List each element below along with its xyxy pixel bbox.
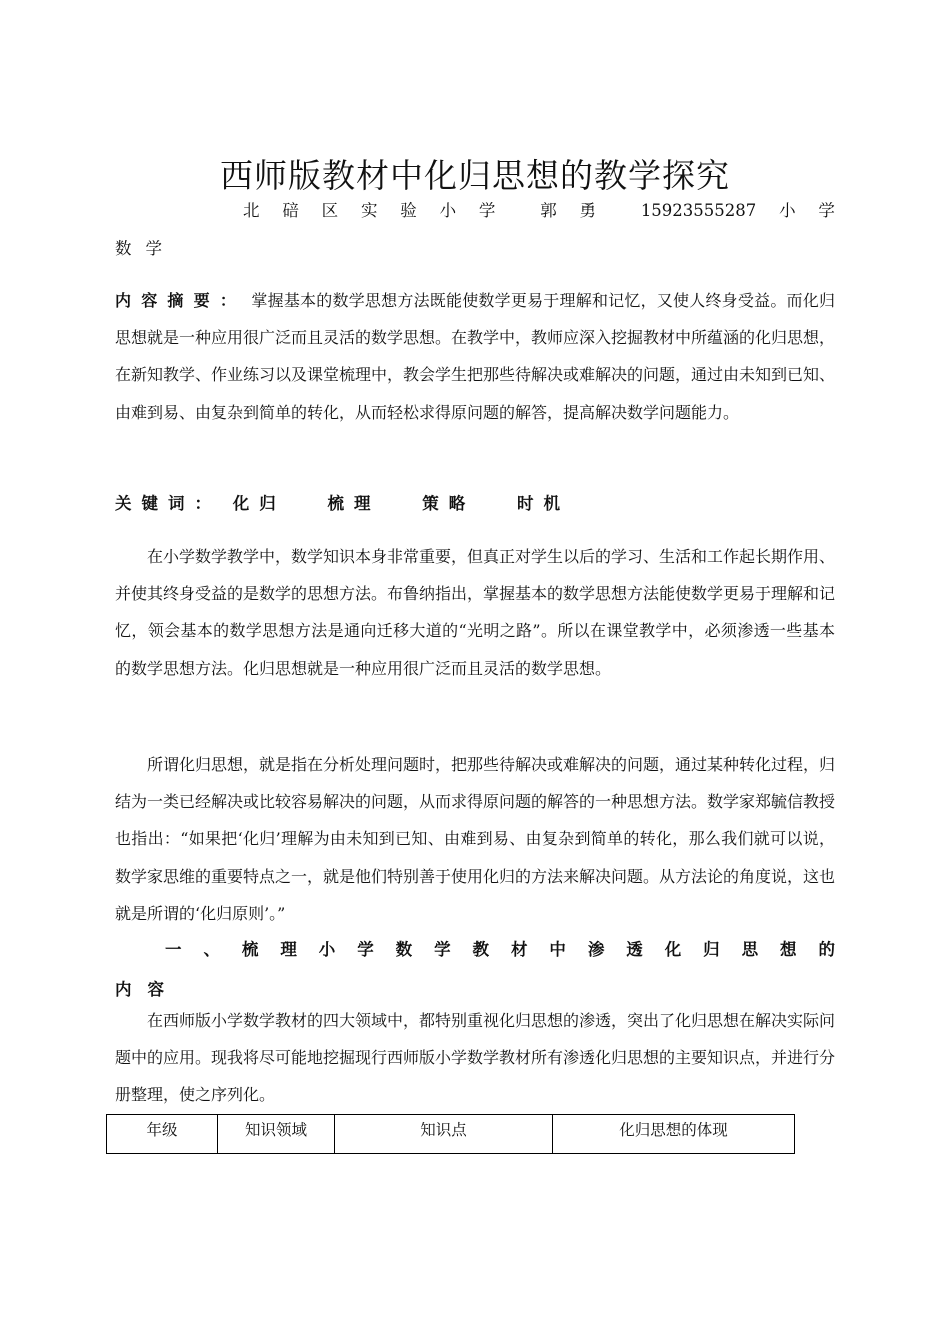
author-char: 勇 <box>579 201 596 220</box>
section-1-heading-char: 归 <box>703 940 720 959</box>
section-1-heading-char: 材 <box>510 940 528 959</box>
section-1-heading-char: 中 <box>549 940 566 959</box>
keyword-item: 化归 <box>232 494 286 513</box>
table-header-grade: 年级 <box>107 1115 218 1154</box>
author-char: 碚 <box>282 201 299 220</box>
keyword-item: 梳理 <box>327 494 381 513</box>
section-1-heading-char: 思 <box>741 940 759 959</box>
document-title: 西师版教材中化归思想的教学探究 <box>220 156 730 196</box>
body-paragraph-2: 所谓化归思想，就是指在分析处理问题时，把那些待解决或难解决的问题，通过某种转化过程，归结为一类已经解决或比较容易解决的问题，从而求得原问题的解答的一种思想方法。数学家郑毓信教授也指出：“如果把‘化归’理解为由未知到已知、由难到易、由复杂到简单的转化，那么我们就可以说，数学家思维的重要特点之一，就是他们特别善于使用化归的方法来解决问题。从方法论的角度说，这也就是所谓的‘化归原则’。” <box>115 755 836 923</box>
section-1-heading-char: 小 <box>318 940 336 959</box>
abstract-label: 内容摘要： <box>115 291 247 310</box>
section-1-heading-char: 学 <box>357 940 374 959</box>
table-header-embodiment: 化归思想的体现 <box>553 1115 795 1154</box>
table-header-knowledge-point: 知识点 <box>335 1115 553 1154</box>
author-line-2 <box>115 230 835 268</box>
author-char: 郭 <box>540 201 557 220</box>
keyword-item: 时机 <box>517 494 570 513</box>
author-info <box>115 192 835 268</box>
section-1-heading-char: 的 <box>818 940 835 959</box>
section-1-heading-line-1 <box>115 936 835 960</box>
table-header-row <box>107 1115 795 1154</box>
body-paragraph-1: 在小学数学教学中，数学知识本身非常重要，但真正对学生以后的学习、生活和工作起长期作用、并使其终身受益的是数学的思想方法。布鲁纳指出，掌握基本的数学思想方法能使数学更易于理解和记忆，领会基本的数学思想方法是通向迁移大道的“光明之路”。所以在课堂教学中，必须渗透一些基本的数学思想方法。化归思想就是一种应用很广泛而且灵活的数学思想。 <box>115 547 836 678</box>
section-1-heading-char: 化 <box>664 940 682 959</box>
keywords <box>115 486 606 522</box>
author-char: 区 <box>321 201 339 220</box>
section-1-heading-char: 教 <box>472 940 489 959</box>
section-1-heading-char: 数 <box>395 940 413 959</box>
section-1-text: 在西师版小学数学教材的四大领域中，都特别重视化归思想的渗透，突出了化归思想在解决实际问题中的应用。现我将尽可能地挖掘现行西师版小学数学教材所有渗透化归思想的主要知识点，并进行分册整理，使之序列化。 <box>115 1011 836 1105</box>
section-1-heading-char: 学 <box>434 940 451 959</box>
section-1-heading-char: 渗 <box>587 940 605 959</box>
author-line-1 <box>115 192 835 230</box>
section-1-heading-char: 、 <box>203 940 220 959</box>
author-char: 验 <box>400 201 417 220</box>
author-char: 学 <box>478 201 496 220</box>
section-1-heading-char: 想 <box>780 940 797 959</box>
author-phone: 15923555287 <box>640 201 757 220</box>
section-1-heading-char: 一 <box>165 940 182 959</box>
section-1-heading-char: 理 <box>280 940 297 959</box>
knowledge-table <box>106 1114 795 1154</box>
section-1-heading-char: 透 <box>626 940 643 959</box>
keyword-item: 策略 <box>422 494 476 513</box>
author-char: 小 <box>779 201 796 220</box>
section-1-heading-char: 梳 <box>241 940 259 959</box>
author-subject: 数学 <box>115 239 176 258</box>
author-char: 小 <box>439 201 457 220</box>
abstract <box>115 282 835 431</box>
abstract-text: 掌握基本的数学思想方法既能使数学更易于理解和记忆，又使人终身受益。而化归思想就是一种应用很广泛而且灵活的数学思想。在教学中，教师应深入挖掘教材中所蕴涵的化归思想，在新知教学、作业练习以及课堂梳理中，教会学生把那些待解决或难解决的问题，通过由未知到已知、由难到易、由复杂到简单的转化，从而轻松求得原问题的解答，提高解决数学问题能力。 <box>115 291 836 422</box>
author-char: 北 <box>243 201 260 220</box>
author-char: 学 <box>818 201 835 220</box>
section-1-heading-line-2: 内容 <box>115 980 180 999</box>
keywords-label: 关键词： <box>115 494 221 513</box>
table-header-domain: 知识领域 <box>218 1115 335 1154</box>
author-char: 实 <box>360 201 378 220</box>
